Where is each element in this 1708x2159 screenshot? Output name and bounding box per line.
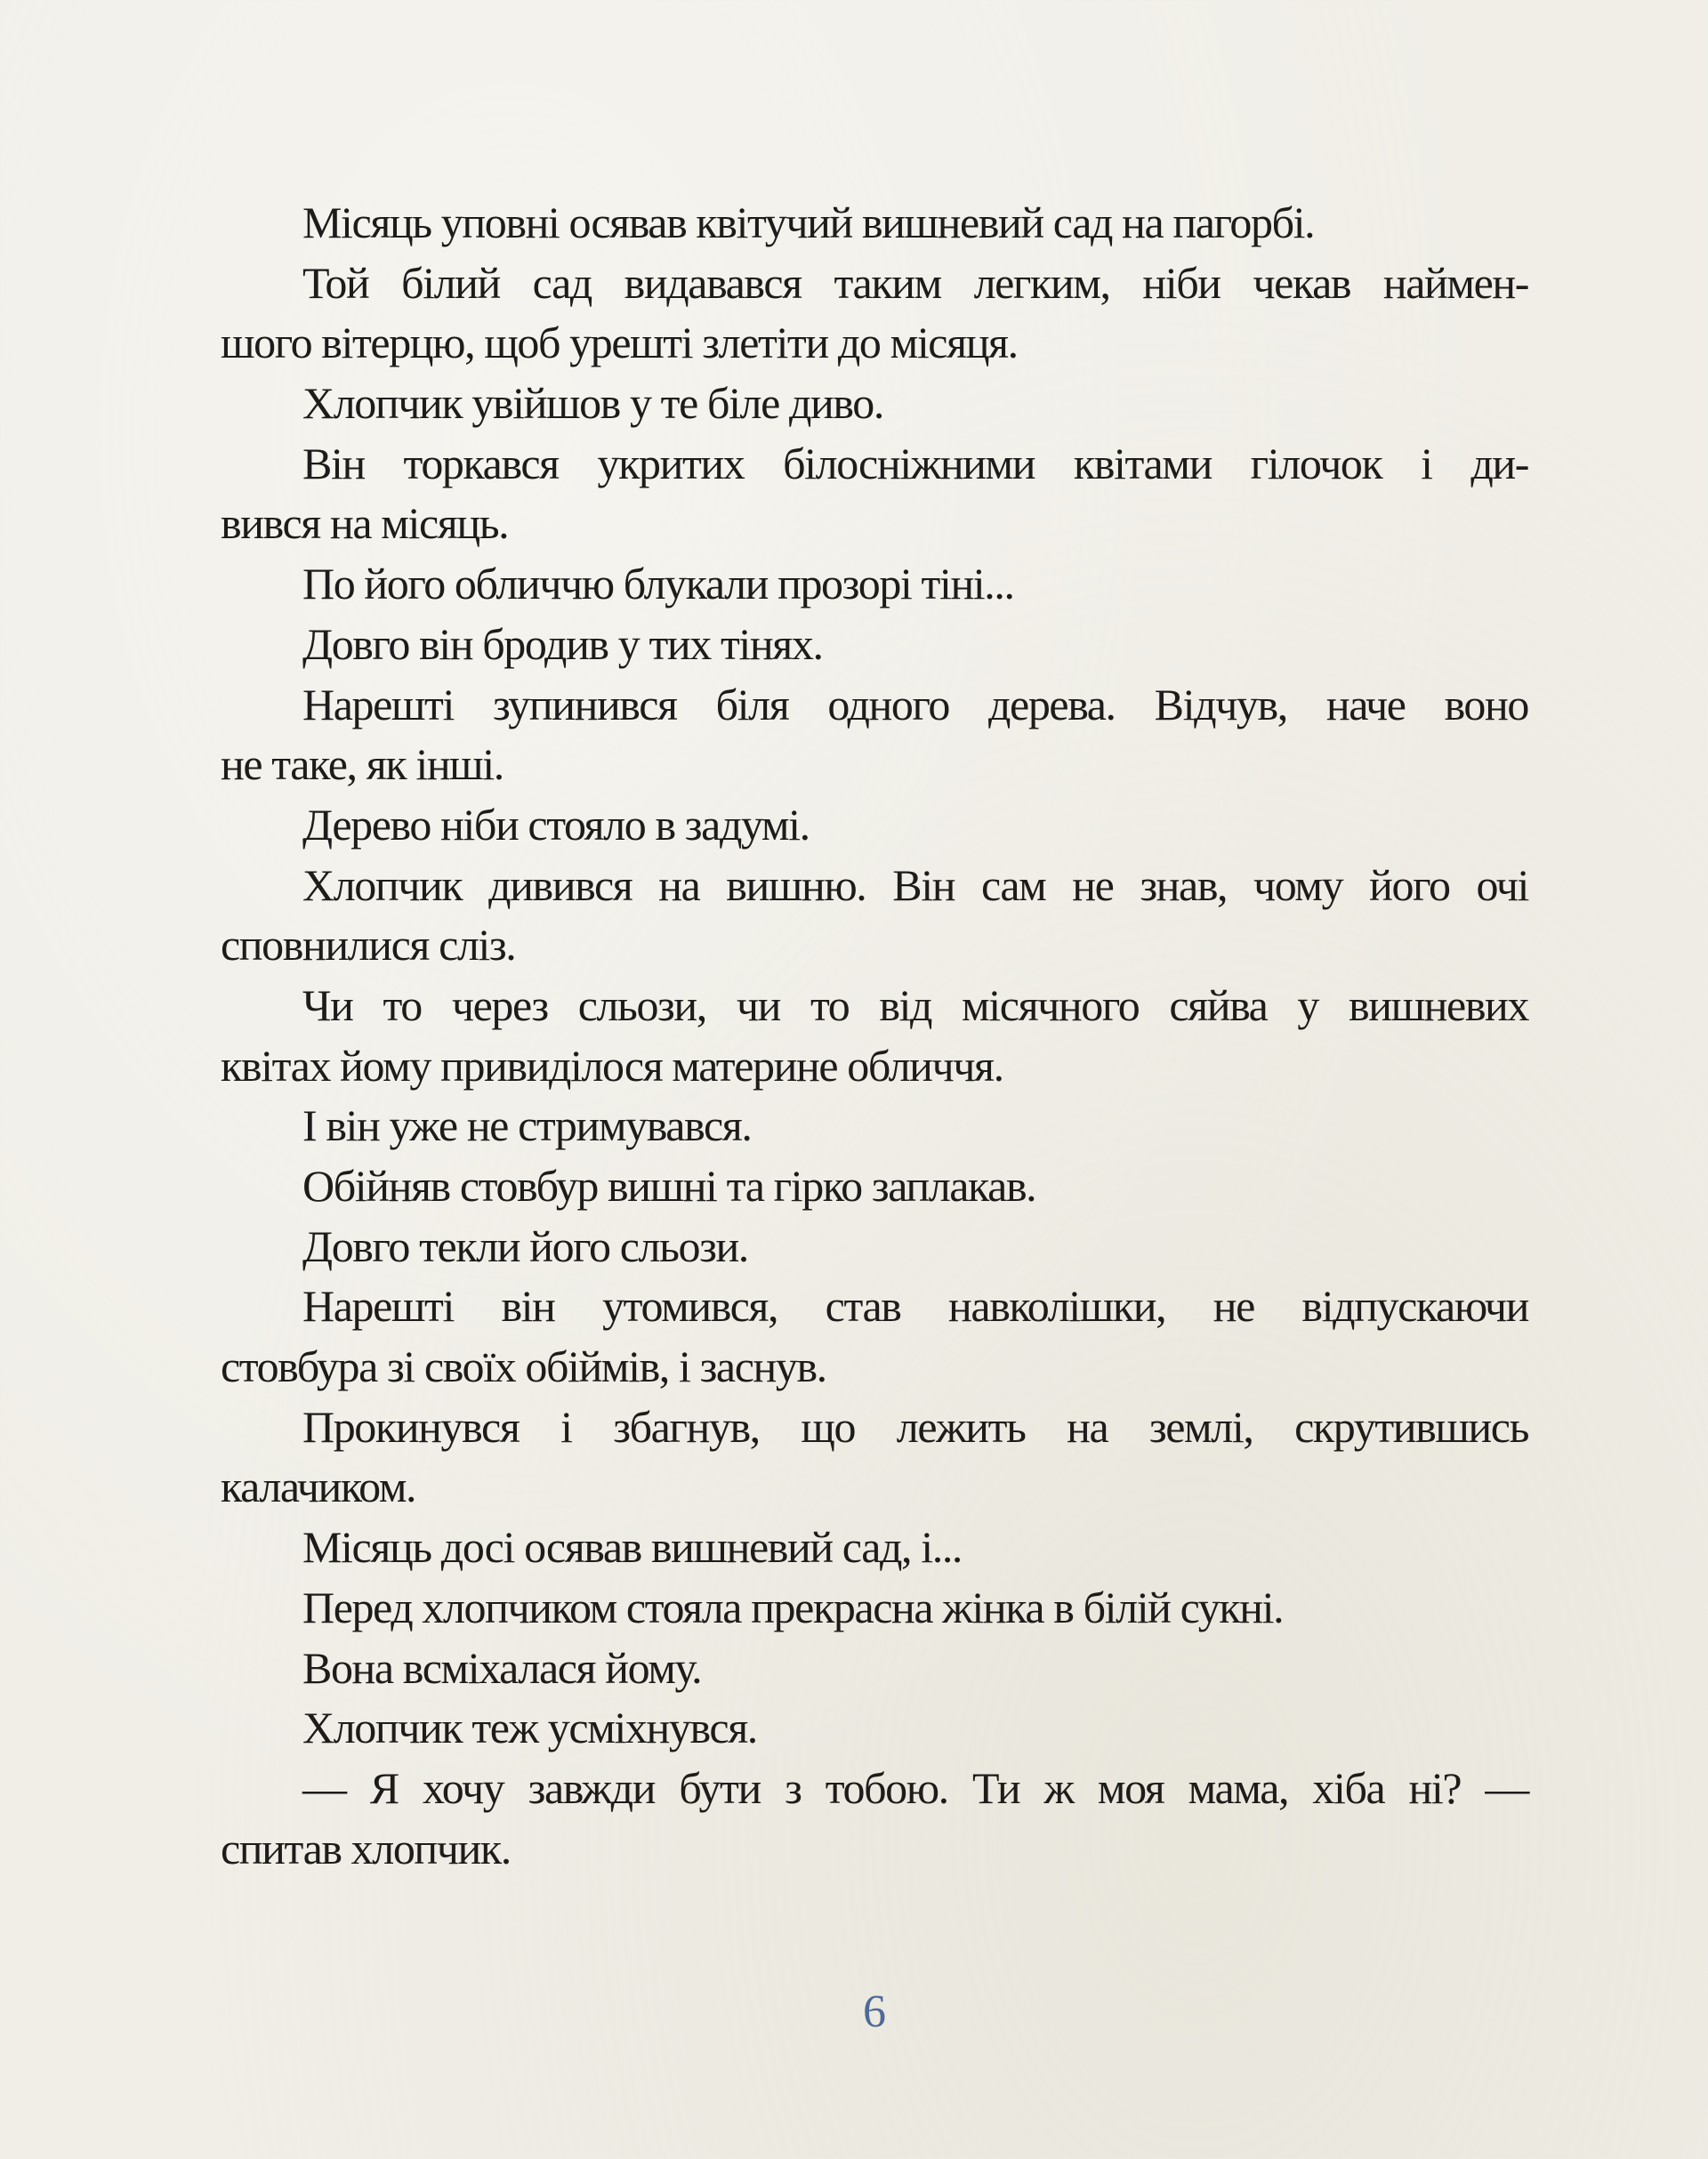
text-line: Вона всміхалася йому.: [302, 1642, 702, 1693]
text-line: шого вітерцю, щоб урешті злетіти до місяця.: [221, 318, 1018, 368]
paragraph: [221, 254, 1528, 374]
story-text: [221, 193, 1528, 1879]
paragraph: [221, 1156, 1528, 1217]
text-line: Довго він бродив у тих тінях.: [302, 618, 823, 669]
paragraph: [221, 434, 1528, 554]
paragraph: [221, 1096, 1528, 1156]
paragraph: [221, 856, 1528, 976]
text-line: Він торкався укритих білосніжними квітами гілочок і ди-: [302, 438, 1528, 488]
paragraph: [221, 193, 1528, 254]
text-line: Дерево ніби стояло в задумі.: [302, 799, 810, 850]
text-line: сповнилися сліз.: [221, 920, 516, 971]
paragraph: [221, 1398, 1528, 1518]
paragraph: [221, 554, 1528, 615]
paragraph: [221, 374, 1528, 434]
paragraph: [221, 1518, 1528, 1578]
text-line: Хлопчик увійшов у те біле диво.: [302, 378, 883, 429]
text-line: Прокинувся і збагнув, що лежить на землі, скрутившись: [302, 1401, 1528, 1452]
paragraph: [221, 1759, 1528, 1879]
paragraph: [221, 1578, 1528, 1639]
text-line: Хлопчик дивився на вишню. Він сам не знав, чому його очі: [302, 859, 1528, 910]
text-line: квітах йому привиділося материне обличчя.: [221, 1040, 1003, 1091]
text-line: — Я хочу завжди бути з тобою. Ти ж моя мама, хіба ні? —: [302, 1762, 1528, 1813]
text-line: Перед хлопчиком стояла прекрасна жінка в білій сукні.: [302, 1582, 1284, 1632]
text-line: вився на місяць.: [221, 498, 509, 549]
text-line: І він уже не стримувався.: [302, 1100, 752, 1151]
paragraph: [221, 1698, 1528, 1759]
text-line: По його обличчю блукали прозорі тіні...: [302, 559, 1014, 609]
paragraph: [221, 615, 1528, 675]
text-line: Хлопчик теж усміхнувся.: [302, 1703, 757, 1753]
paragraph: [221, 675, 1528, 795]
text-line: спитав хлопчик.: [221, 1823, 511, 1873]
page-number: 6: [863, 1986, 886, 2037]
text-line: Нарешті зупинився біля одного дерева. Відчув, наче воно: [302, 679, 1528, 729]
paragraph: [221, 1277, 1528, 1397]
paragraph: [221, 976, 1528, 1096]
text-line: Місяць досі осявав вишневий сад, і...: [302, 1522, 963, 1573]
text-line: калачиком.: [221, 1462, 416, 1512]
text-line: стовбура зі своїх обіймів, і заснув.: [221, 1341, 826, 1392]
text-line: Довго текли його сльози.: [302, 1220, 748, 1271]
paragraph: [221, 1639, 1528, 1699]
text-line: Місяць уповні осявав квітучий вишневий сад на пагорбі.: [302, 197, 1315, 247]
paragraph: [221, 795, 1528, 856]
text-line: Обійняв стовбур вишні та гірко заплакав.: [302, 1161, 1036, 1211]
text-line: Нарешті він утомився, став навколішки, не відпускаючи: [302, 1281, 1528, 1332]
text-line: Той білий сад видавався таким легким, ніби чекав наймен-: [302, 257, 1528, 308]
text-line: не таке, як інші.: [221, 739, 504, 790]
text-line: Чи то через сльози, чи то від місячного сяйва у вишневих: [302, 979, 1528, 1030]
paragraph: [221, 1217, 1528, 1277]
